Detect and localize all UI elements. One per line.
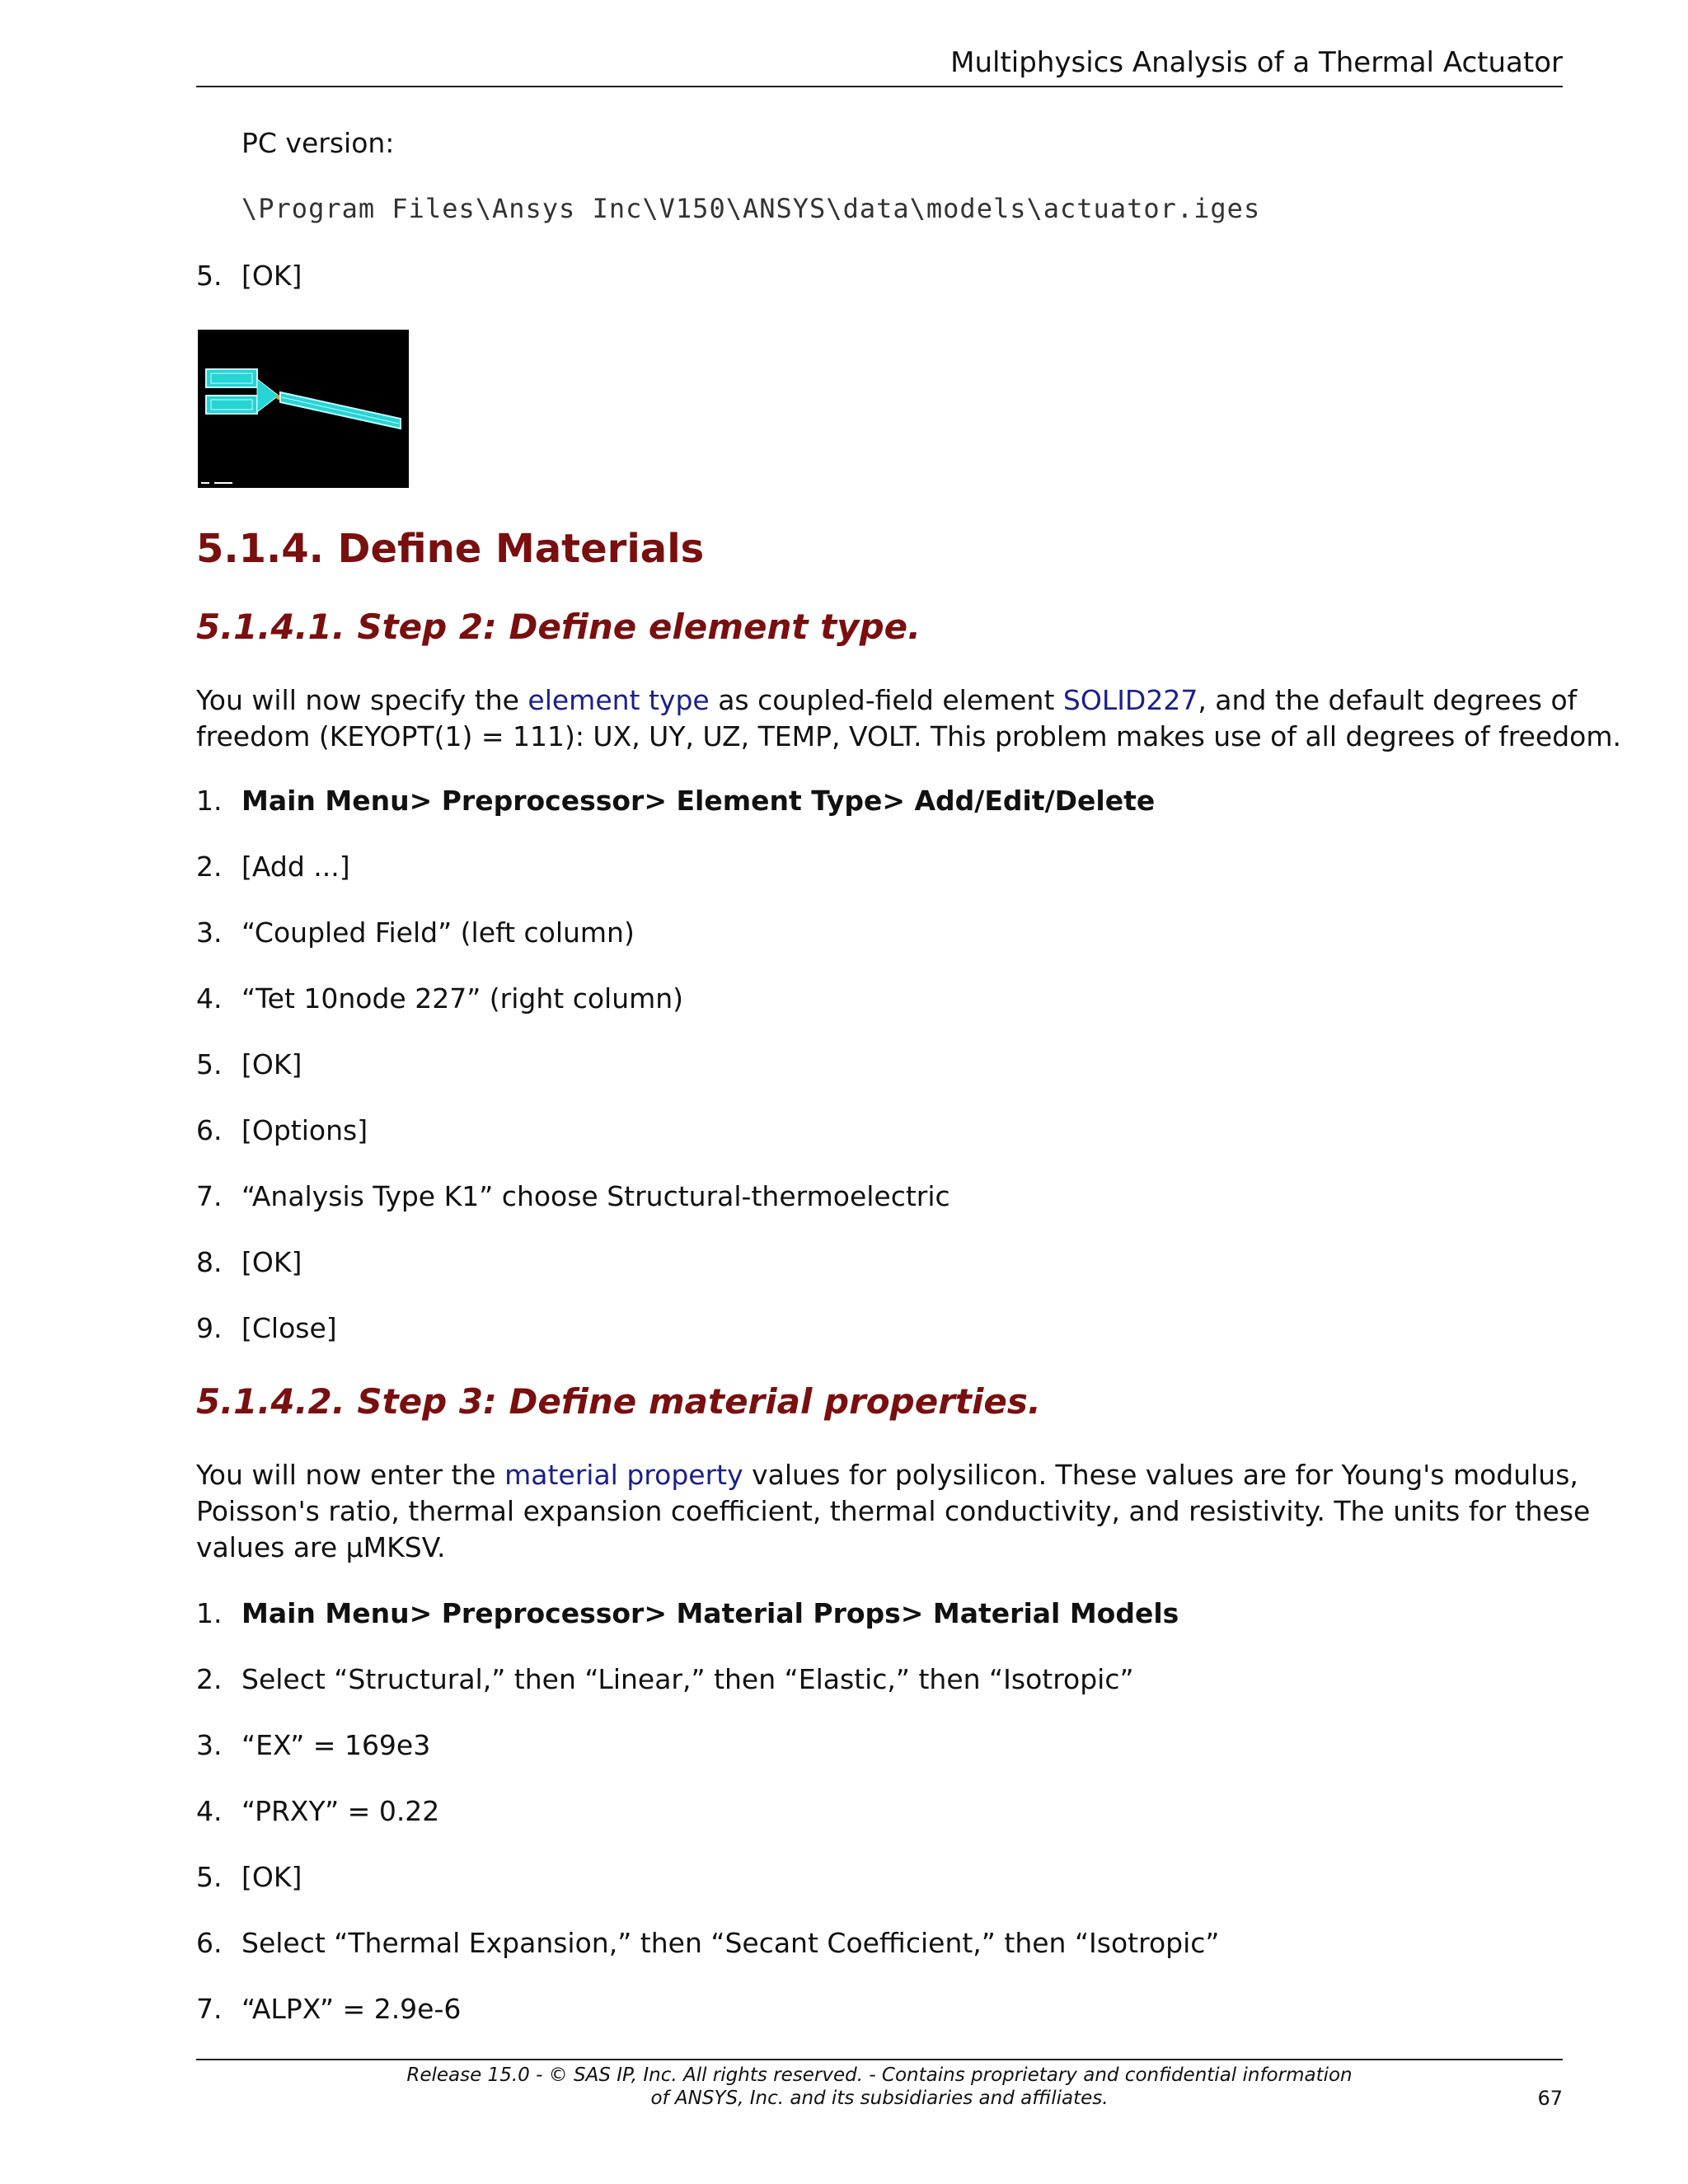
item-number: 9. (196, 1312, 223, 1344)
running-header: Multiphysics Analysis of a Thermal Actuator (950, 46, 1563, 79)
step2-para-text: as coupled-field element (709, 684, 1063, 716)
pc-version-label: PC version: (241, 127, 395, 159)
list-item (196, 1310, 1564, 1376)
item-number: 3. (196, 1729, 223, 1761)
item-number: 1. (196, 785, 223, 817)
footer-copyright (196, 2064, 1563, 2110)
item-number: 5. (196, 1048, 223, 1080)
footer-line1: Release 15.0 - © SAS IP, Inc. All rights reserved. - Contains proprietary and confidential information (406, 2064, 1353, 2086)
list-item (196, 1113, 1564, 1179)
item-number: 4. (196, 982, 223, 1015)
item-text: [Add ...] (241, 851, 350, 883)
file-path: \Program Files\Ansys Inc\V150\ANSYS\data\models\actuator.iges (241, 193, 1261, 224)
actuator-model-drawing (198, 330, 409, 488)
item-text: [Options] (241, 1114, 368, 1146)
list-item (196, 1661, 1564, 1727)
step3-heading: 5.1.4.2. Step 3: Define material properties. (196, 1381, 1041, 1422)
step-ok-number: 5. (196, 260, 223, 292)
item-text: [Close] (241, 1312, 337, 1344)
item-text: “Tet 10node 227” (right column) (241, 982, 684, 1015)
list-item (196, 1244, 1564, 1310)
header-rule (196, 86, 1563, 87)
list-item (196, 1179, 1564, 1244)
item-text: [OK] (241, 1246, 302, 1278)
step2-heading: 5.1.4.1. Step 2: Define element type. (196, 607, 921, 647)
item-number: 1. (196, 1597, 223, 1629)
item-text: “Coupled Field” (left column) (241, 916, 635, 949)
step2-para-text: You will now specify the (196, 684, 528, 716)
solid227-link[interactable]: SOLID227 (1062, 684, 1198, 716)
list-item (196, 915, 1564, 981)
list-item (196, 981, 1564, 1047)
element-type-link[interactable]: element type (528, 684, 710, 716)
list-item (196, 783, 1564, 849)
item-number: 7. (196, 1993, 223, 2025)
list-item (196, 1727, 1564, 1793)
item-text: “Analysis Type K1” choose Structural-thermoelectric (241, 1180, 950, 1212)
item-text: Select “Thermal Expansion,” then “Secant Coefficient,” then “Isotropic” (241, 1927, 1220, 1959)
item-number: 7. (196, 1180, 223, 1212)
step3-paragraph (196, 1457, 1591, 1566)
menu-path: Main Menu> Preprocessor> Element Type> Add/Edit/Delete (241, 785, 1156, 817)
step3-para-line3: values are μMKSV. (196, 1531, 446, 1563)
material-property-link[interactable]: material property (504, 1459, 743, 1491)
list-item (196, 1991, 1564, 2057)
footer-rule (196, 2059, 1563, 2060)
item-number: 6. (196, 1114, 223, 1146)
actuator-model-image (198, 330, 409, 488)
list-item (196, 1596, 1564, 1661)
item-text: “PRXY” = 0.22 (241, 1795, 440, 1827)
item-text: [OK] (241, 1861, 302, 1893)
step3-para-text: values for polysilicon. These values are for Young's modulus, (743, 1459, 1578, 1491)
step2-para-text: , and the default degrees of (1198, 684, 1578, 716)
item-text: “EX” = 169e3 (241, 1729, 431, 1761)
list-item (196, 849, 1564, 915)
section-heading: 5.1.4. Define Materials (196, 526, 705, 572)
item-number: 6. (196, 1927, 223, 1959)
step3-list (196, 1596, 1564, 2057)
item-number: 3. (196, 916, 223, 949)
item-number: 5. (196, 1861, 223, 1893)
list-item (196, 1793, 1564, 1859)
list-item (196, 1047, 1564, 1113)
step3-para-text: You will now enter the (196, 1459, 505, 1491)
step2-paragraph (196, 682, 1621, 755)
item-text: Select “Structural,” then “Linear,” then “Elastic,” then “Isotropic” (241, 1663, 1134, 1695)
item-text: [OK] (241, 1048, 302, 1080)
item-number: 4. (196, 1795, 223, 1827)
item-number: 8. (196, 1246, 223, 1278)
item-number: 2. (196, 1663, 223, 1695)
page-number: 67 (1537, 2087, 1563, 2110)
step2-para-line2: freedom (KEYOPT(1) = 111): UX, UY, UZ, TEMP, VOLT. This problem makes use of all degrees of freedom. (196, 720, 1621, 752)
footer-line2: of ANSYS, Inc. and its subsidiaries and affiliates. (650, 2088, 1109, 2109)
item-number: 2. (196, 851, 223, 883)
step2-list (196, 783, 1564, 1376)
list-item (196, 1925, 1564, 1991)
item-text: “ALPX” = 2.9e-6 (241, 1993, 462, 2025)
step-ok-text: [OK] (241, 260, 302, 292)
menu-path: Main Menu> Preprocessor> Material Props> Material Models (241, 1597, 1179, 1629)
list-item (196, 1859, 1564, 1925)
step3-para-line2: Poisson's ratio, thermal expansion coefficient, thermal conductivity, and resistivity. The units for these (196, 1495, 1591, 1527)
